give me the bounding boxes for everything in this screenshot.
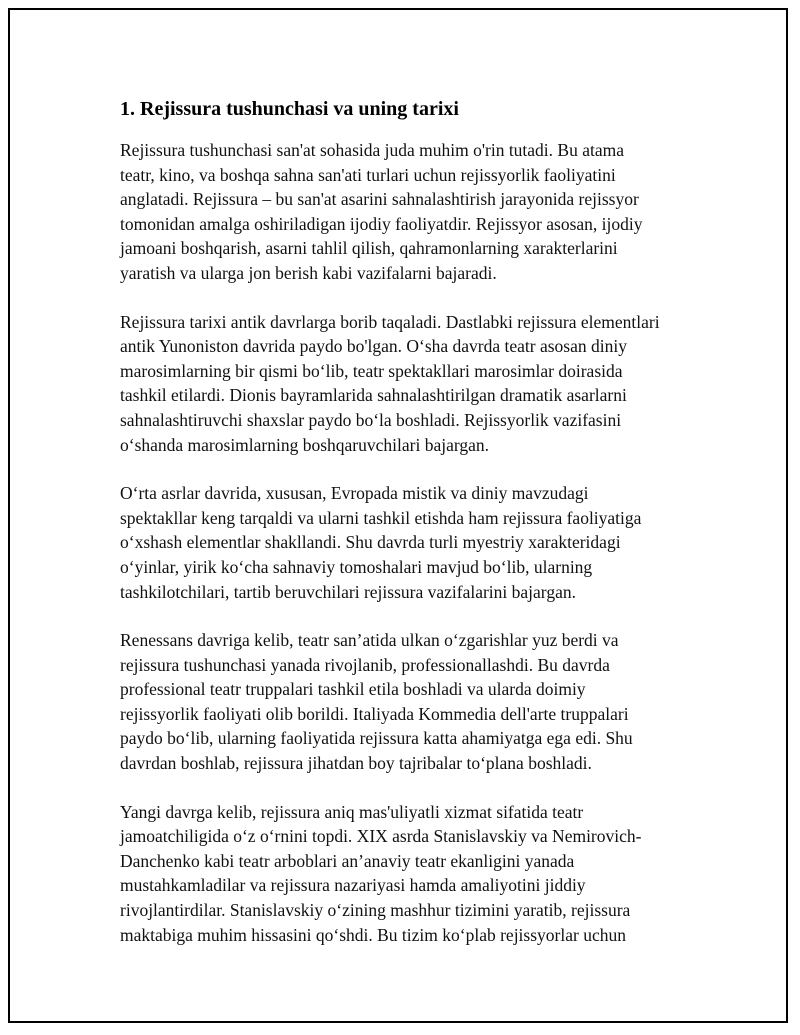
- paragraph-line: maktabiga muhim hissasini qo‘shdi. Bu tizim ko‘plab rejissyorlar uchun: [120, 924, 626, 945]
- section-heading: 1. Rejissura tushunchasi va uning tarixi: [120, 98, 459, 120]
- paragraph-line: o‘yinlar, yirik ko‘cha sahnaviy tomoshalari mavjud bo‘lib, ularning: [120, 556, 593, 577]
- paragraph-line: Yangi davrga kelib, rejissura aniq mas'uliyatli xizmat sifatida teatr: [120, 801, 584, 822]
- paragraph-line: jamoani boshqarish, asarni tahlil qilish, qahramonlarning xarakterlarini: [120, 238, 618, 259]
- document-page: [8, 8, 788, 1023]
- paragraphs-container: [120, 138, 700, 947]
- paragraph-line: Rejissura tushunchasi san'at sohasida juda muhim o'rin tutadi. Bu atama: [120, 140, 624, 160]
- paragraph-line: tomonidan amalga oshiriladigan ijodiy faoliyatdir. Rejissyor asosan, ijodiy: [120, 213, 643, 234]
- paragraph-line: marosimlarning bir qismi bo‘lib, teatr spektakllari marosimlar doirasida: [120, 360, 623, 381]
- paragraph-line: rivojlantirdilar. Stanislavskiy o‘zining mashhur tizimini yaratib, rejissura: [120, 900, 631, 921]
- paragraph-line: o‘shanda marosimlarning boshqaruvchilari bajargan.: [120, 434, 490, 455]
- paragraph-line: o‘xshash elementlar shakllandi. Shu davrda turli myestriy xarakteridagi: [120, 532, 621, 553]
- paragraph-line: tashkilotchilari, tartib beruvchilari rejissura vazifalarini bajargan.: [120, 581, 576, 602]
- paragraph-line: Rejissura tarixi antik davrlarga borib taqaladi. Dastlabki rejissura elementlari: [120, 311, 660, 332]
- document-content: [120, 96, 700, 971]
- paragraph-line: antik Yunoniston davrida paydo bo'lgan. O‘sha davrda teatr asosan diniy: [120, 336, 627, 357]
- paragraph-4: [120, 628, 700, 776]
- paragraph-line: davrdan boshlab, rejissura jihatdan boy tajribalar to‘plana boshladi.: [120, 753, 592, 774]
- paragraph-3: [120, 481, 700, 604]
- paragraph-5: [120, 800, 700, 948]
- paragraph-line: rejissyorlik faoliyati olib borildi. Italiyada Kommedia dell'arte truppalari: [120, 703, 629, 724]
- paragraph-line: professional teatr truppalari tashkil etila boshladi va ularda doimiy: [120, 679, 586, 700]
- paragraph-1: [120, 138, 700, 286]
- paragraph-line: jamoatchiligida o‘z o‘rnini topdi. XIX asrda Stanislavskiy va Nemirovich-: [120, 826, 642, 847]
- paragraph-line: mustahkamladilar va rejissura nazariyasi hamda amaliyotini jiddiy: [120, 875, 586, 896]
- paragraph-line: O‘rta asrlar davrida, xususan, Evropada mistik va diniy mavzudagi: [120, 483, 589, 504]
- paragraph-line: Danchenko kabi teatr arboblari an’anaviy teatr ekanligini yanada: [120, 850, 575, 871]
- paragraph-line: sahnalashtiruvchi shaxslar paydo bo‘la boshladi. Rejissyorlik vazifasini: [120, 409, 622, 430]
- paragraph-line: paydo bo‘lib, ularning faoliyatida rejissura katta ahamiyatga ega edi. Shu: [120, 728, 633, 749]
- paragraph-line: spektakllar keng tarqaldi va ularni tashkil etishda ham rejissura faoliyatiga: [120, 507, 642, 528]
- paragraph-line: teatr, kino, va boshqa sahna san'ati turlari uchun rejissyorlik faoliyatini: [120, 164, 616, 185]
- paragraph-2: [120, 310, 700, 458]
- paragraph-line: tashkil etilardi. Dionis bayramlarida sahnalashtirilgan dramatik asarlarni: [120, 385, 627, 406]
- paragraph-line: Renessans davriga kelib, teatr san’atida ulkan o‘zgarishlar yuz berdi va: [120, 630, 619, 651]
- paragraph-line: yaratish va ularga jon berish kabi vazifalarni bajaradi.: [120, 262, 497, 283]
- paragraph-line: anglatadi. Rejissura – bu san'at asarini sahnalashtirish jarayonida rejissyor: [120, 189, 639, 210]
- paragraph-line: rejissura tushunchasi yanada rivojlanib, professionallashdi. Bu davrda: [120, 654, 610, 675]
